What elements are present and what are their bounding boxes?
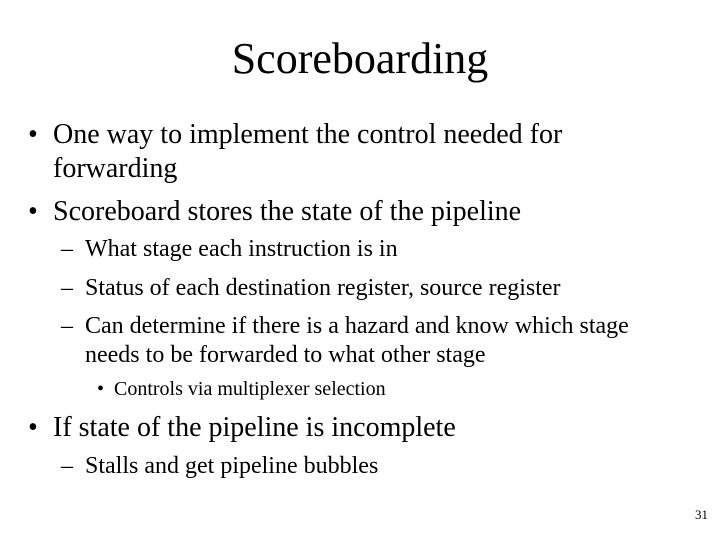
dash-icon: – <box>61 275 73 301</box>
bullet-dot-icon: • <box>28 196 38 227</box>
bullet-text: One way to implement the control needed for forwarding <box>53 119 563 184</box>
bullet-dot-icon: • <box>28 119 38 150</box>
bullet-item <box>28 195 673 229</box>
sub-bullet-item <box>61 312 665 370</box>
sub-bullet-item <box>61 235 665 264</box>
sub-sub-bullet-item <box>97 377 614 401</box>
bullet-dot-icon: • <box>97 378 105 400</box>
dash-icon: – <box>61 453 73 479</box>
bullet-item <box>28 118 673 186</box>
dash-icon: – <box>61 236 73 262</box>
bullet-dot-icon: • <box>28 412 38 443</box>
sub-bullet-text: Can determine if there is a hazard and know which stage needs to be forwarded to what other stage <box>85 313 629 368</box>
sub-bullet-item <box>61 274 665 303</box>
page-number: 31 <box>695 507 708 522</box>
sub-bullet-text: What stage each instruction is in <box>85 236 398 262</box>
bullet-text: If state of the pipeline is incomplete <box>53 412 456 443</box>
sub-sub-bullet-text: Controls via multiplexer selection <box>114 378 386 400</box>
sub-bullet-text: Status of each destination register, source register <box>85 275 561 301</box>
sub-bullet-item <box>61 452 665 481</box>
bullet-item <box>28 411 673 445</box>
dash-icon: – <box>61 313 73 339</box>
bullet-text: Scoreboard stores the state of the pipeline <box>53 196 522 227</box>
slide-title: Scoreboarding <box>231 34 489 83</box>
sub-bullet-text: Stalls and get pipeline bubbles <box>85 453 379 479</box>
